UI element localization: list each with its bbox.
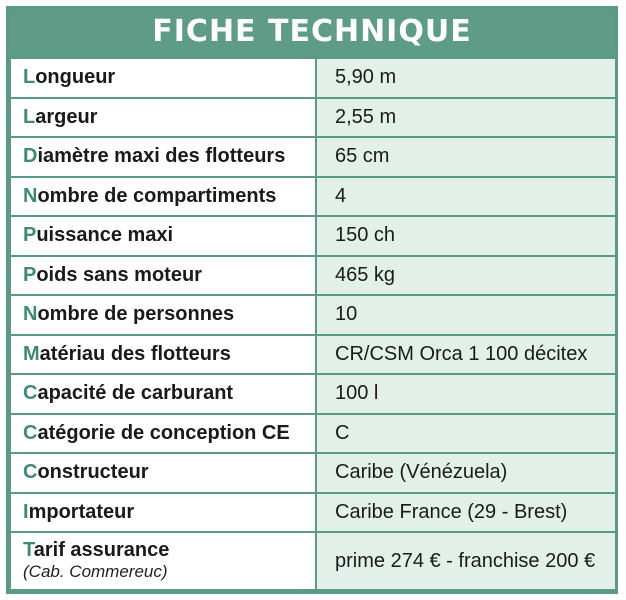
label-block (23, 539, 169, 582)
table-row (10, 335, 616, 375)
label-initial: P (23, 224, 37, 247)
row-value: 5,90 m (316, 58, 616, 98)
label-text: arif assurance (33, 539, 170, 561)
table-row (10, 58, 616, 98)
label-subtext: (Cab. Commereuc) (23, 562, 168, 581)
label-text: onstructeur (37, 461, 149, 484)
spec-sheet (6, 6, 618, 594)
table-row (10, 493, 616, 533)
label-text: atégorie de conception CE (37, 421, 290, 444)
row-value: 4 (316, 177, 616, 217)
row-label (10, 98, 316, 138)
label-initial: C (23, 461, 38, 484)
label-initial: C (23, 382, 38, 405)
label-initial: D (23, 145, 38, 168)
label-text: ombre de personnes (37, 303, 235, 326)
label-text: argeur (35, 105, 98, 128)
row-label (10, 216, 316, 256)
row-label (10, 414, 316, 454)
row-value: 65 cm (316, 137, 616, 177)
label-initial: L (23, 66, 36, 89)
table-row (10, 374, 616, 414)
row-value: 150 ch (316, 216, 616, 256)
table-row (10, 414, 616, 454)
row-label (10, 453, 316, 493)
row-value: 10 (316, 295, 616, 335)
table-row (10, 532, 616, 590)
row-value: CR/CSM Orca 1 100 décitex (316, 335, 616, 375)
row-label (10, 137, 316, 177)
row-value: C (316, 414, 616, 454)
label-text: uissance maxi (36, 224, 174, 247)
label-text: apacité de carburant (37, 382, 234, 405)
label-initial: N (23, 303, 38, 326)
row-label (10, 295, 316, 335)
table-row (10, 295, 616, 335)
row-label (10, 58, 316, 98)
page-title: FICHE TECHNIQUE (9, 9, 615, 57)
label-text: atériau des flotteurs (39, 342, 231, 365)
label-initial: C (23, 421, 38, 444)
row-value: Caribe France (29 - Brest) (316, 493, 616, 533)
row-label (10, 256, 316, 296)
label-text: ombre de compartiments (37, 184, 277, 207)
label-initial: L (23, 105, 36, 128)
row-label (10, 335, 316, 375)
row-value: 100 l (316, 374, 616, 414)
label-text: oids sans moteur (36, 263, 202, 286)
label-initial: T (23, 539, 34, 561)
row-label (10, 374, 316, 414)
label-text: ongueur (35, 66, 116, 89)
table-row (10, 177, 616, 217)
table-row (10, 256, 616, 296)
row-value: 2,55 m (316, 98, 616, 138)
row-value: prime 274 € - franchise 200 € (316, 532, 616, 590)
row-label (10, 177, 316, 217)
table-row (10, 453, 616, 493)
table-row (10, 216, 616, 256)
label-initial: P (23, 263, 37, 286)
row-label (10, 532, 316, 590)
table-row (10, 137, 616, 177)
table-row (10, 98, 616, 138)
label-initial: M (23, 342, 40, 365)
label-initial: I (23, 500, 29, 523)
label-text: iamètre maxi des flotteurs (37, 145, 286, 168)
label-text: mportateur (28, 500, 135, 523)
row-label (10, 493, 316, 533)
row-value: 465 kg (316, 256, 616, 296)
spec-table (9, 57, 617, 591)
row-value: Caribe (Vénézuela) (316, 453, 616, 493)
label-initial: N (23, 184, 38, 207)
